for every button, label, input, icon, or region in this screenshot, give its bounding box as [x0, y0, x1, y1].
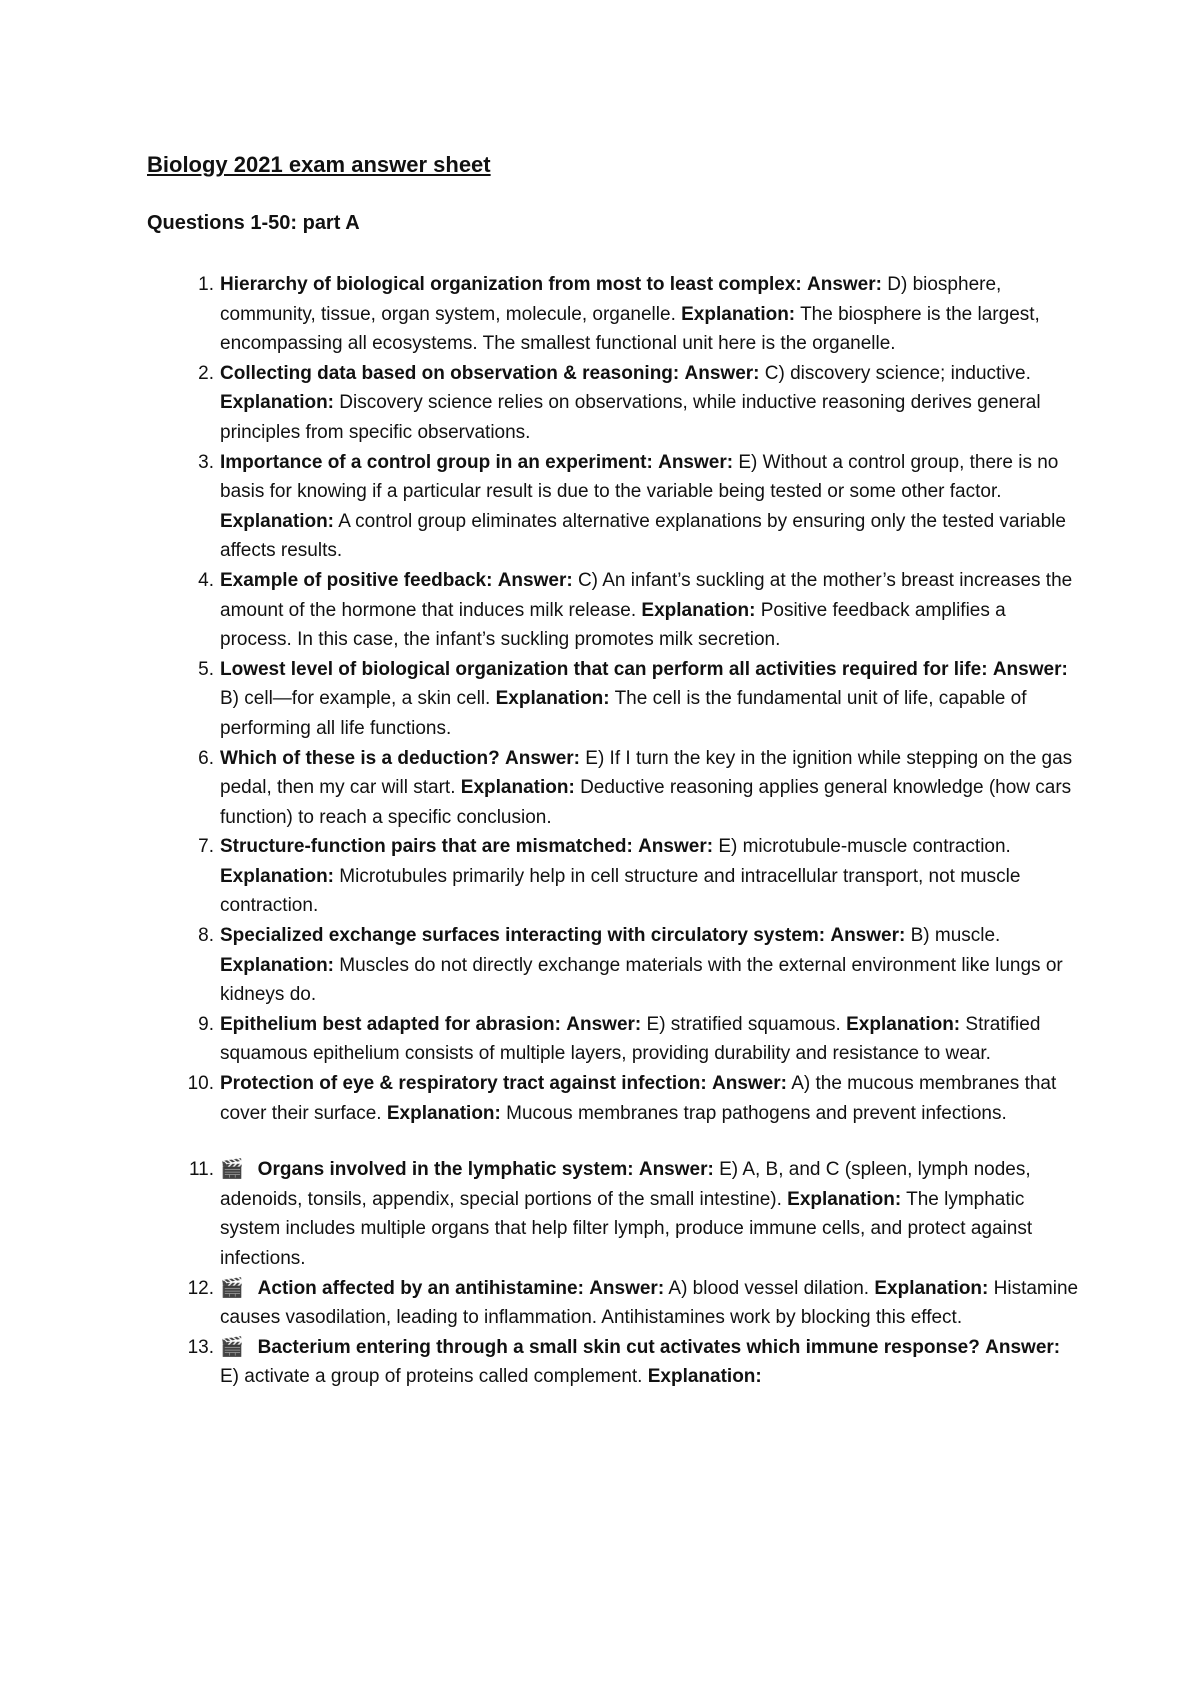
explanation-label: Explanation:: [460, 777, 575, 799]
question-item: [198, 359, 1080, 448]
question-item: [188, 1155, 1080, 1273]
question-number: 13.: [187, 1336, 214, 1358]
answer-text: B) cell—for example, a skin cell.: [220, 688, 491, 710]
answer-label: Answer:: [497, 569, 573, 591]
question-item: [198, 270, 1080, 359]
clapperboard-icon: 🎬: [220, 1277, 244, 1299]
question-number: 10.: [187, 1073, 214, 1095]
answer-label: Answer:: [638, 1159, 714, 1181]
clapperboard-icon: 🎬: [220, 1159, 244, 1181]
answer-label: Answer:: [505, 747, 580, 769]
explanation-text: The biosphere is the largest, encompassing all ecosystems. The smallest functional unit here is the organelle.: [220, 303, 1040, 355]
answer-text: E) Without a control group, there is no basis for knowing if a particular result is due to the variable being tested or some other factor.: [220, 451, 1059, 503]
question-number: 8.: [198, 925, 214, 947]
answer-text: E) microtubule-muscle contraction.: [718, 836, 1011, 858]
document-title: Biology 2021 exam answer sheet: [147, 152, 491, 177]
question-topic: Example of positive feedback:: [220, 569, 493, 591]
question-number: 5.: [198, 658, 214, 680]
explanation-text: Histamine causes vasodilation, leading to inflammation. Antihistamines work by blocking this effect.: [220, 1277, 1079, 1329]
question-topic: Epithelium best adapted for abrasion:: [220, 1013, 561, 1035]
question-number: 12.: [187, 1277, 214, 1299]
question-item: [187, 1069, 1080, 1128]
question-topic: Lowest level of biological organization that can perform all activities required for life:: [220, 658, 988, 680]
explanation-label: Explanation:: [846, 1013, 961, 1035]
answer-label: Answer:: [638, 836, 714, 858]
question-topic: Which of these is a deduction?: [220, 747, 500, 769]
question-topic: Importance of a control group in an experiment:: [220, 451, 653, 473]
answer-text: C) discovery science; inductive.: [764, 362, 1031, 384]
answer-text: D) biosphere, community, tissue, organ system, molecule, organelle.: [220, 274, 1002, 325]
question-number: 2.: [198, 362, 214, 384]
question-number: 6.: [198, 747, 214, 769]
answer-label: Answer:: [658, 451, 734, 473]
question-number: 4.: [198, 569, 214, 591]
answer-label: Answer:: [992, 658, 1068, 680]
answer-label: Answer:: [566, 1013, 642, 1035]
explanation-text: Deductive reasoning applies general knowledge (how cars function) to reach a specific conclusion.: [220, 777, 1072, 828]
question-item: [198, 921, 1080, 1010]
answer-text: A) blood vessel dilation.: [668, 1277, 870, 1299]
explanation-label: Explanation:: [647, 1366, 762, 1388]
question-number: 7.: [198, 836, 214, 858]
explanation-text: Positive feedback amplifies a process. In this case, the infant’s suckling promotes milk secretion.: [220, 599, 1006, 651]
explanation-text: Stratified squamous epithelium consists of multiple layers, providing durability and resistance to wear.: [220, 1013, 1041, 1065]
explanation-label: Explanation:: [495, 688, 610, 710]
section-subtitle: Questions 1-50: part A: [147, 212, 360, 234]
explanation-text: The lymphatic system includes multiple organs that help filter lymph, produce immune cells, and protect against infections.: [220, 1188, 1033, 1269]
question-topic: Bacterium entering through a small skin cut activates which immune response?: [257, 1336, 980, 1358]
question-topic: Protection of eye & respiratory tract against infection:: [220, 1073, 707, 1095]
explanation-label: Explanation:: [220, 954, 335, 976]
answer-text: C) An infant’s suckling at the mother’s breast increases the amount of the hormone that induces milk release.: [220, 569, 1073, 621]
explanation-label: Explanation:: [386, 1102, 501, 1124]
answer-text: E) A, B, and C (spleen, lymph nodes, adenoids, tonsils, appendix, special portions of the small intestine).: [220, 1159, 1031, 1210]
question-number: 9.: [198, 1013, 214, 1035]
answer-label: Answer:: [985, 1336, 1061, 1358]
explanation-text: Microtubules primarily help in cell structure and intracellular transport, not muscle contraction.: [220, 865, 1021, 917]
explanation-text: Mucous membranes trap pathogens and prevent infections.: [506, 1102, 1007, 1124]
answer-label: Answer:: [589, 1277, 665, 1299]
question-number: 3.: [198, 451, 214, 473]
answer-text: E) If I turn the key in the ignition while stepping on the gas pedal, then my car will start.: [220, 747, 1073, 799]
question-item: [187, 1274, 1080, 1333]
explanation-text: A control group eliminates alternative explanations by ensuring only the tested variable affects results.: [220, 510, 1066, 562]
question-item: [198, 832, 1080, 921]
question-item: [187, 1333, 1080, 1392]
question-item: [198, 744, 1080, 833]
question-topic: Collecting data based on observation & reasoning:: [220, 362, 680, 384]
question-item: [198, 448, 1080, 566]
explanation-label: Explanation:: [874, 1277, 989, 1299]
question-item: [198, 655, 1080, 744]
clapperboard-icon: 🎬: [220, 1336, 244, 1358]
question-list: [187, 270, 1080, 1392]
question-number: 1.: [198, 274, 214, 295]
answer-label: Answer:: [712, 1073, 787, 1095]
answer-text: B) muscle.: [910, 925, 1001, 947]
question-number: 11.: [188, 1159, 214, 1181]
explanation-label: Explanation:: [220, 510, 335, 532]
question-topic: Specialized exchange surfaces interacting with circulatory system:: [220, 925, 826, 947]
question-topic: Structure-function pairs that are mismatched:: [220, 836, 633, 858]
question-item: [198, 1010, 1080, 1069]
answer-text: A) the mucous membranes that cover their surface.: [220, 1073, 1057, 1124]
question-topic: Action affected by an antihistamine:: [257, 1277, 584, 1299]
answer-text: E) stratified squamous.: [646, 1013, 841, 1035]
explanation-text: Discovery science relies on observations, while inductive reasoning derives general principles from specific observations.: [220, 392, 1041, 443]
answer-label: Answer:: [830, 925, 906, 947]
answer-text: E) activate a group of proteins called complement.: [220, 1366, 643, 1388]
answer-label: Answer:: [807, 274, 882, 295]
answer-label: Answer:: [684, 362, 760, 384]
explanation-label: Explanation:: [220, 392, 335, 414]
explanation-label: Explanation:: [681, 303, 796, 325]
explanation-text: Muscles do not directly exchange materials with the external environment like lungs or kidneys do.: [220, 954, 1063, 1006]
explanation-label: Explanation:: [787, 1188, 902, 1210]
question-topic: Organs involved in the lymphatic system:: [257, 1159, 634, 1181]
question-topic: Hierarchy of biological organization from most to least complex:: [220, 274, 802, 295]
explanation-text: The cell is the fundamental unit of life, capable of performing all life functions.: [220, 688, 1027, 739]
question-item: [198, 566, 1080, 655]
explanation-label: Explanation:: [641, 599, 756, 621]
explanation-label: Explanation:: [220, 865, 335, 887]
